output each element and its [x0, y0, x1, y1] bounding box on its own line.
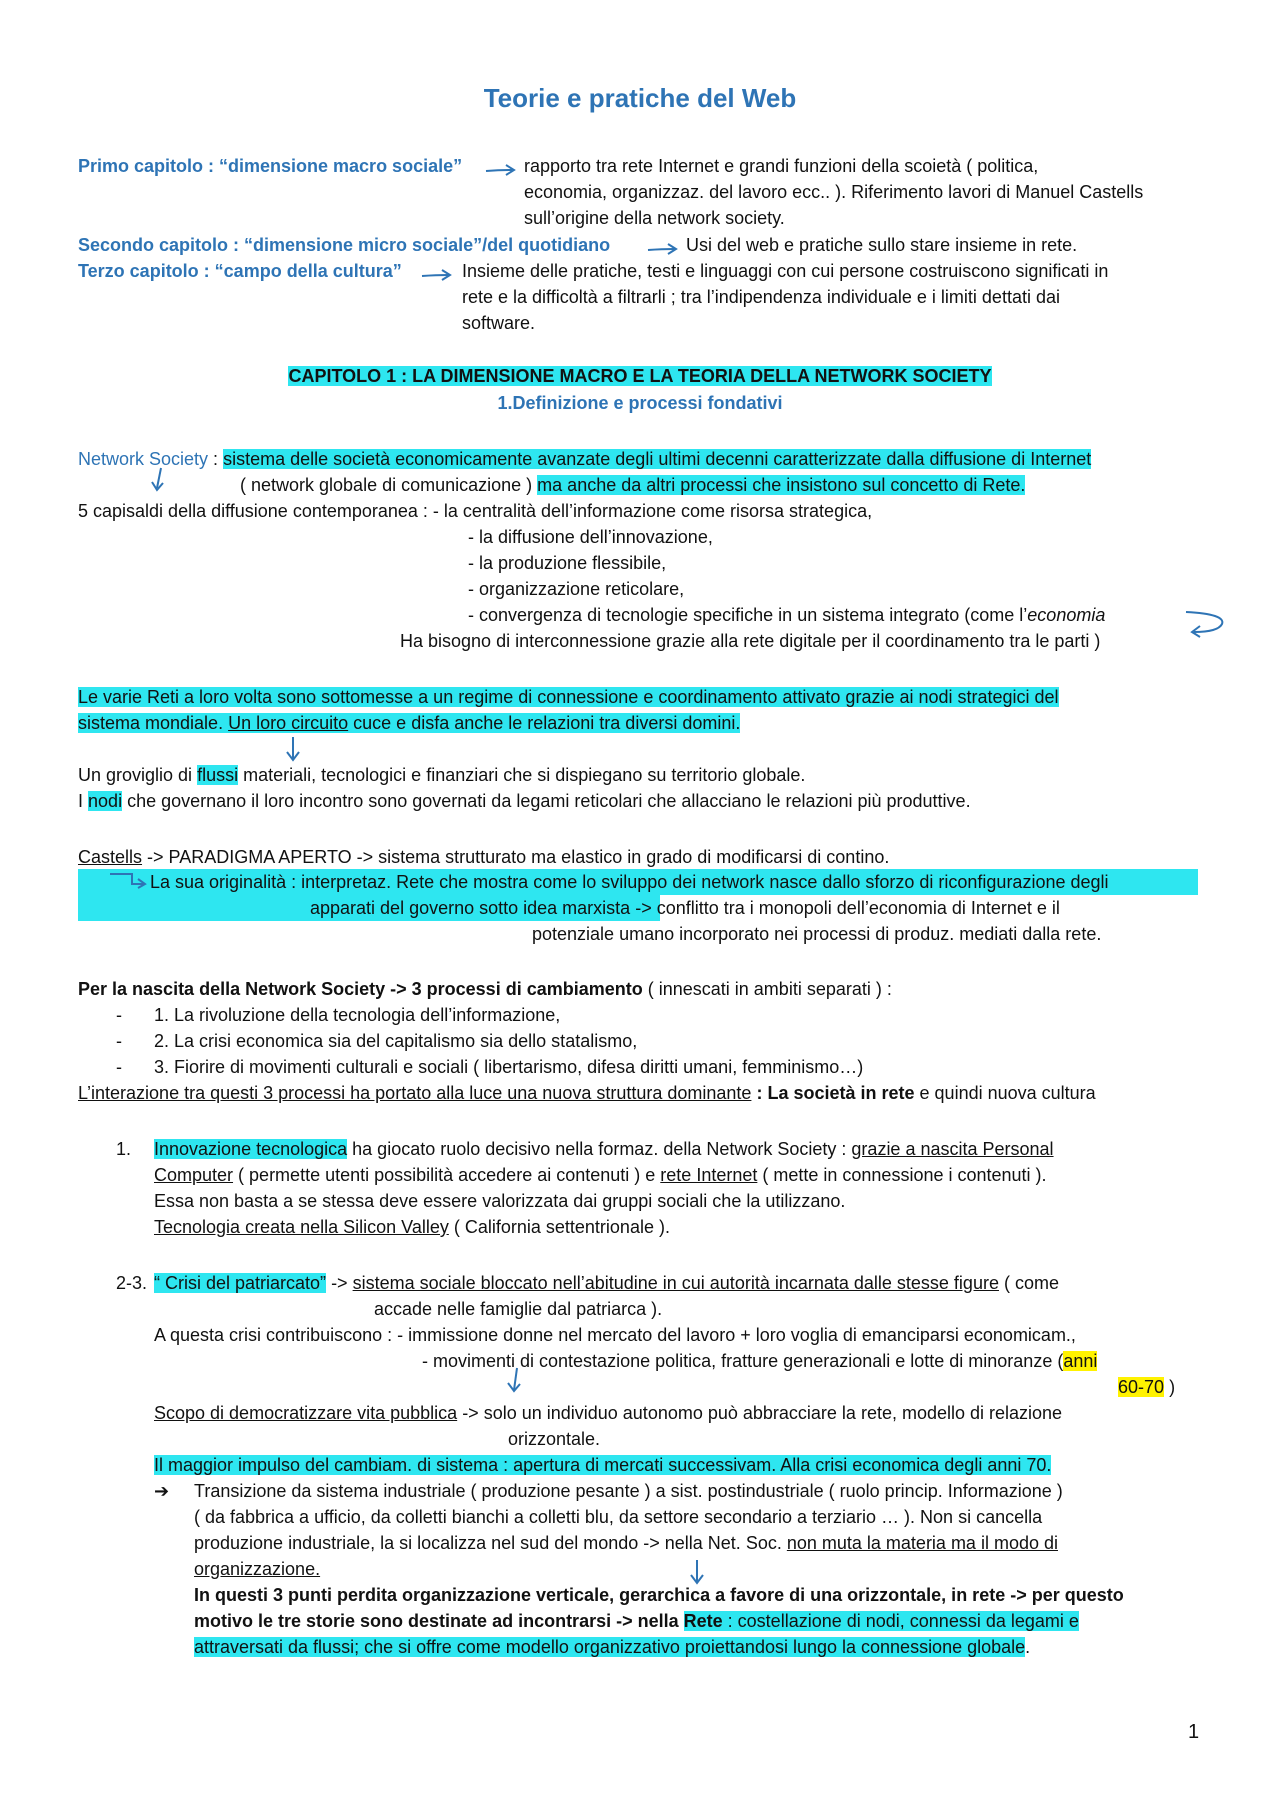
document-title: Teorie e pratiche del Web — [483, 83, 797, 113]
arrow-bullet-icon: ➔ — [154, 1481, 170, 1501]
point-two-line-2: accade nelle famiglie dal patriarca ). — [374, 1299, 663, 1319]
point-two-underlined: sistema sociale bloccato nell’abitudine in cui autorità incarnata dalle stesse figure — [352, 1273, 999, 1293]
transition-line: ( da fabbrica a ufficio, da colletti bianchi a colletti blu, da settore secondario a terziario … ). Non si cancella — [194, 1507, 1043, 1527]
point-one-part: ha giocato ruolo decisivo nella formaz. della Network Society : — [352, 1139, 847, 1159]
ns-definition: sistema delle società economicamente avanzate degli ultimi decenni caratterizzate dalla diffusione di Internet — [223, 449, 1092, 469]
point-one-part: ( permette utenti possibilità accedere ai contenuti ) e — [238, 1165, 656, 1185]
point-one-line-3: Essa non basta a se stessa deve essere valorizzata dai gruppi sociali che la utilizzano. — [154, 1191, 846, 1211]
reti-highlight — [78, 713, 740, 733]
capisaldi-line — [78, 499, 872, 523]
turn-arrow-icon — [110, 872, 150, 888]
conclusion-line-3 — [194, 1635, 1030, 1659]
point-two-line-3: A questa crisi contribuiscono : - immissione donne nel mercato del lavoro + loro voglia di emanciparsi economicam., — [154, 1325, 1076, 1345]
transition-line: Transizione da sistema industriale ( produzione pesante ) a sist. postindustriale ( ruolo princip. Informazione ) — [194, 1481, 1063, 1501]
list-number: 2-3. — [116, 1273, 148, 1293]
transition-underlined: non muta la materia ma il modo di — [786, 1533, 1058, 1553]
nascita-part: ( innescati in ambiti separati ) : — [647, 979, 892, 999]
point-two-highlight: Il maggior impulso del cambiam. di sistema : apertura di mercati successivam. Alla crisi economica degli anni 70. — [154, 1455, 1052, 1475]
conv-part: - convergenza di tecnologie specifiche in un sistema integrato (come l’ — [468, 605, 1028, 625]
nodi-part: I — [78, 791, 84, 811]
chapter-one-label: Primo capitolo : “dimensione macro sociale” — [78, 156, 463, 176]
conclusion-line: In questi 3 punti perdita organizzazione verticale, gerarchica a favore di una orizzontale, in rete -> per questo — [194, 1585, 1124, 1605]
point-one-line-4 — [154, 1215, 670, 1239]
castells-part: -> conflitto tra i monopoli dell’economia di Internet e il — [635, 898, 1060, 918]
nodi-line — [78, 789, 971, 813]
capisaldi-part: 5 capisal — [78, 501, 150, 521]
nascita-item: 2. La crisi economica sia del capitalismo sia dello statalismo, — [154, 1031, 638, 1051]
point-two-highlight: “ Crisi del patriarcato” — [154, 1273, 327, 1293]
reti-line-2 — [78, 711, 740, 735]
interazione-part: : — [756, 1083, 763, 1103]
transition-underlined: organizzazione. — [194, 1559, 321, 1579]
arrow-right-icon — [422, 268, 452, 282]
point-one-line — [154, 1137, 1054, 1161]
arrow-down-icon — [508, 1368, 522, 1396]
page-number: 1 — [1188, 1721, 1200, 1743]
point-two-part: - movimenti di contestazione politica, fratture generazionali e lotte di minoranze ( — [422, 1351, 1064, 1371]
ns-def-part: ( network globale di comunicazione ) — [240, 475, 533, 495]
chapter-one-text: sull’origine della network society. — [524, 208, 785, 228]
transition-line — [194, 1531, 1058, 1555]
point-two-part: -> solo un individuo autonomo può abbracciare la rete, modello di relazione — [462, 1403, 1063, 1423]
point-two-part: ) — [1169, 1377, 1176, 1397]
interazione-underlined: L’interazione tra questi 3 processi ha portato alla luce una nuova struttura dominante — [78, 1083, 752, 1103]
interazione-part: e quindi nuova cultura — [919, 1083, 1096, 1103]
arrow-right-icon — [648, 242, 678, 256]
point-one-underlined: rete Internet — [660, 1165, 758, 1185]
point-two-underlined: Scopo di democratizzare vita pubblica — [154, 1403, 458, 1423]
chapter-two-text: Usi del web e pratiche sullo stare insieme in rete. — [686, 235, 1078, 255]
ns-label: Network Society — [78, 449, 209, 469]
nodi-part: che governano il loro incontro sono governati da legami reticolari che allacciano le relazioni più produttive. — [127, 791, 971, 811]
point-two-part: ( come — [1003, 1273, 1059, 1293]
flussi-part: Un groviglio di — [78, 765, 193, 785]
capisaldi-part: di della diffusione contemporanea : - la centralità dell’informazione come risorsa strategica, — [149, 501, 873, 521]
interazione-bold: La società in rete — [767, 1083, 915, 1103]
transition-part: produzione industriale, la si localizza nel sud del mondo -> nella Net. Soc. — [194, 1533, 782, 1553]
nascita-item: 1. La rivoluzione della tecnologia dell’informazione, — [154, 1005, 561, 1025]
conv-continued: Ha bisogno di interconnessione grazie alla rete digitale per il coordinamento tra le parti ) — [400, 631, 1101, 651]
nascita-item: 3. Fiorire di movimenti culturali e sociali ( libertarismo, difesa diritti umani, femminismo…) — [154, 1057, 864, 1077]
list-number: 1. — [116, 1139, 132, 1159]
conclusion-rete: Rete — [683, 1611, 723, 1631]
interazione-line — [78, 1081, 1096, 1105]
transition-line — [194, 1557, 320, 1581]
castells-originality-2 — [310, 896, 1060, 920]
chapter-three-text: Insieme delle pratiche, testi e linguaggi con cui persone costruiscono significati in — [462, 261, 1109, 281]
arrow-right-icon — [486, 163, 516, 177]
point-one-highlight: Innovazione tecnologica — [154, 1139, 348, 1159]
ns-colon: : — [208, 449, 219, 469]
castells-part: apparati del governo sotto idea marxista — [310, 898, 631, 918]
point-two-line-4 — [422, 1349, 1097, 1373]
castells-originality: La sua originalità : interpretaz. Rete che mostra come lo sviluppo dei network nasce dallo sforzo di riconfigurazione degli — [150, 872, 1109, 892]
point-two-line — [154, 1271, 1059, 1295]
arrow-down-icon — [286, 737, 300, 765]
ns-definition-line-2 — [240, 473, 1025, 497]
bullet-dash: - — [116, 1031, 122, 1051]
reti-line — [78, 685, 1059, 709]
point-one-underlined: Computer — [154, 1165, 234, 1185]
castells-name: Castells — [78, 847, 143, 867]
reti-part: cuce e disfa anche le relazioni tra diversi domini. — [353, 713, 741, 733]
capisaldi-item: - la diffusione dell’innovazione, — [468, 527, 713, 547]
conclusion-part: : costellazione di nodi, connessi da legami e — [727, 1611, 1079, 1631]
chapter-one-text: economia, organizzaz. del lavoro ecc.. ). Riferimento lavori di Manuel Castells — [524, 182, 1144, 202]
reti-part: sistema mondiale. — [78, 713, 224, 733]
ns-definition-line — [78, 447, 1091, 471]
flussi-part: materiali, tecnologici e finanziari che si dispiegano su territorio globale. — [243, 765, 806, 785]
ns-def-highlight: ma anche da altri processi che insistono sul concetto di Rete. — [537, 475, 1026, 495]
point-one-part: ( mette in connessione i contenuti ). — [762, 1165, 1047, 1185]
point-one-part: ( California settentrionale ). — [453, 1217, 670, 1237]
chapter-heading-row — [0, 364, 1280, 388]
castells-part: -> PARADIGMA APERTO -> sistema strutturato ma elastico in grado di modificarsi di contino. — [147, 847, 890, 867]
chapter-three-label: Terzo capitolo : “campo della cultura” — [78, 261, 402, 281]
point-two-yellow: 60-70 — [1118, 1377, 1165, 1397]
capisaldi-item: - la produzione flessibile, — [468, 553, 667, 573]
chapter-three-text: software. — [462, 313, 536, 333]
nascita-heading — [78, 977, 892, 1001]
capisaldi-item — [468, 603, 1105, 627]
nodi-highlight: nodi — [88, 791, 123, 811]
castells-originality-3: potenziale umano incorporato nei processi di produz. mediati dalla rete. — [532, 924, 1102, 944]
curved-arrow-icon — [1186, 610, 1228, 638]
point-two-line-8 — [154, 1453, 1051, 1477]
bullet-dash: - — [116, 1005, 122, 1025]
reti-underlined: Un loro circuito — [228, 713, 349, 733]
point-two-part: -> — [331, 1273, 348, 1293]
point-one-underlined: Tecnologia creata nella Silicon Valley — [154, 1217, 449, 1237]
bullet-dash: - — [116, 1057, 122, 1077]
reti-highlight: Le varie Reti a loro volta sono sottomesse a un regime di connessione e coordinamento attivato grazie ai nodi strategici del — [78, 687, 1059, 707]
chapter-three-text: rete e la difficoltà a filtrarli ; tra l’indipendenza individuale e i limiti dettati dai — [462, 287, 1060, 307]
castells-line — [78, 845, 889, 869]
conv-italic: economia — [1027, 605, 1106, 625]
nascita-bold: Per la nascita della Network Society -> 3 processi di cambiamento — [78, 979, 643, 999]
chapter-one-text: rapporto tra rete Internet e grandi funzioni della scoietà ( politica, — [524, 156, 1039, 176]
capisaldi-item: - organizzazione reticolare, — [468, 579, 685, 599]
point-one-underlined: grazie a nascita Personal — [851, 1139, 1054, 1159]
flussi-line — [78, 763, 805, 787]
point-two-yellow: anni — [1063, 1351, 1098, 1371]
conclusion-bold: motivo le tre storie sono destinate ad incontrarsi -> nella — [194, 1611, 679, 1631]
point-two-line-6 — [154, 1401, 1062, 1425]
point-two-line-7: orizzontale. — [508, 1429, 601, 1449]
point-two-line-5 — [1118, 1375, 1175, 1399]
conclusion-line-2 — [194, 1609, 1079, 1633]
point-one-line-2 — [154, 1163, 1047, 1187]
flussi-highlight: flussi — [197, 765, 239, 785]
chapter-two-label: Secondo capitolo : “dimensione micro sociale”/del quotidiano — [78, 235, 611, 255]
chapter-heading: CAPITOLO 1 : LA DIMENSIONE MACRO E LA TEORIA DELLA NETWORK SOCIETY — [288, 366, 992, 386]
conclusion-period: . — [1025, 1637, 1031, 1657]
section-subheading: 1.Definizione e processi fondativi — [497, 393, 783, 413]
conclusion-highlight: attraversati da flussi; che si offre come modello organizzativo proiettandosi lungo la connessione globale — [194, 1637, 1026, 1657]
conclusion-highlight — [684, 1611, 1079, 1631]
arrow-down-icon — [152, 468, 166, 496]
